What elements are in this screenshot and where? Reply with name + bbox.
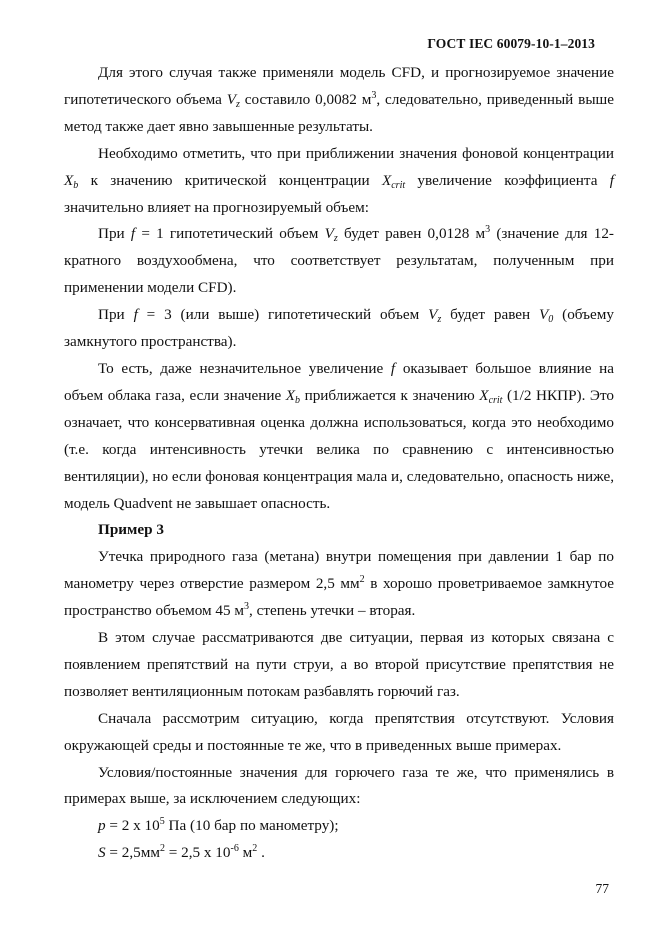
paragraph-1: Для этого случая также применяли модель CFD, и прогнозируемое значение гипотетического объема $V_z$ составило 0,0082 $м^3$, следовательно, приведенный выше метод также дает явно завышенные результаты. <box>64 64 614 135</box>
equation-area: $S = 2,5мм^2 = 2,5$ x $10^{-6}$ $м^2$ . <box>98 843 265 862</box>
paragraph-8: Сначала рассмотрим ситуацию, когда препятствия отсутствуют. Условия окружающей среды и постоянные те же, что в приведенных выше примерах. <box>64 709 614 754</box>
paragraph-2: Необходимо отметить, что при приближении значения фоновой концентрации $X_b$ к значению критической концентрации $X_{crit}$ увеличение коэффициента f значительно влияет на прогнозируемый объем: <box>64 144 614 216</box>
paragraph-9: Условия/постоянные значения для горючего газа те же, что применялись в примерах выше, за исключением следующих: <box>64 763 614 808</box>
standard-header: ГОСТ IEC 60079-10-1–2013 <box>427 36 595 51</box>
paragraph-4: При f = 3 (или выше) гипотетический объем $V_z$ будет равен $V_0$ (объему замкнутого пространства). <box>64 306 614 351</box>
paragraph-6: Утечка природного газа (метана) внутри помещения при давлении 1 бар по манометру через отверстие размером 2,5 $мм^2$ в хорошо проветриваемое замкнутое пространство объемом 45 $м^3$, степень утечки – вторая. <box>64 548 614 620</box>
paragraph-5: То есть, даже незначительное увеличение f оказывает большое влияние на объем облака газа, если значение $X_b$ приближается к значению $X_{crit}$ (1/2 НКПР). Это означает, что консервативная оценка должна использоваться, когда это необходимо (т.е. когда интенсивность утечки велика по сравнению с интенсивностью вентиляции), но если фоновая концентрация мала и, следовательно, опасность ниже, модель Quadvent не завышает опасность. <box>64 359 614 512</box>
equation-pressure: p = 2 x $10^5$ Па (10 бар по манометру); <box>98 816 339 835</box>
page-number: 77 <box>595 881 609 896</box>
body-text <box>64 60 614 867</box>
paragraph-3: При f = 1 гипотетический объем $V_z$ будет равен 0,0128 $м^3$ (значение для 12-кратного воздухообмена, что соответствует результатам, полученным при применении модели CFD). <box>64 224 614 297</box>
example-heading: Пример 3 <box>98 521 164 539</box>
paragraph-7: В этом случае рассматриваются две ситуации, первая из которых связана с появлением препятствий на пути струи, а во второй присутствие препятствия не позволяет вентиляционным потокам разбавлять горючий газ. <box>64 629 614 700</box>
